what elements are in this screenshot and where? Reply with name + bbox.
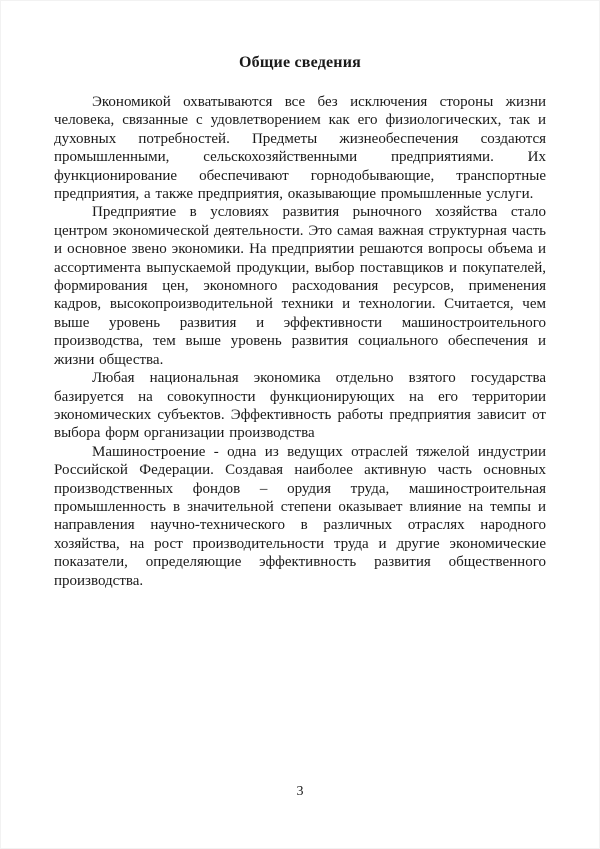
paragraph-machine-building: Машиностроение - одна из ведущих отраслей тяжелой индустрии Российской Федерации. Создавая наиболее активную часть основных производственных фондов – орудия труда, машиностроительная промышленность в значительной степени оказывает влияние на темпы и направления научно-технического в различных отраслях народного хозяйства, на рост производительности труда и другие экономические показатели, определяющие эффективность развития общественного производства. xyxy=(54,443,546,589)
paragraph-enterprise-role: Предприятие в условиях развития рыночного хозяйства стало центром экономической деятельности. Это самая важная структурная часть и основное звено экономики. На предприятии решаются вопросы объема и ассортимента выпускаемой продукции, выбор поставщиков и покупателей, формирования цен, экономного расходования ресурсов, применения кадров, высокопроизводительной техники и технологии. Считается, чем выше уровень развития и эффективности машиностроительного производства, тем выше уровень развития социального обеспечения и жизни общества. xyxy=(54,204,546,368)
page-title: Общие сведения xyxy=(239,54,361,71)
paragraph-national-economy: Любая национальная экономика отдельно взятого государства базируется на совокупности функционирующих на его территории экономических субъектов. Эффективность работы предприятия зависит от выбора форм организации производства xyxy=(54,370,546,442)
document-body xyxy=(54,53,546,590)
paragraph-economy-overview: Экономикой охватываются все без исключения стороны жизни человека, связанные с удовлетворением как его физиологических, так и духовных потребностей. Предметы жизнеобеспечения создаются промышленными, сельскохозяйственными предприятиями. Их функционирование обеспечивают горнодобывающие, транспортные предприятия, а также предприятия, оказывающие промышленные услуги. xyxy=(54,94,546,203)
page-number: 3 xyxy=(296,784,304,799)
